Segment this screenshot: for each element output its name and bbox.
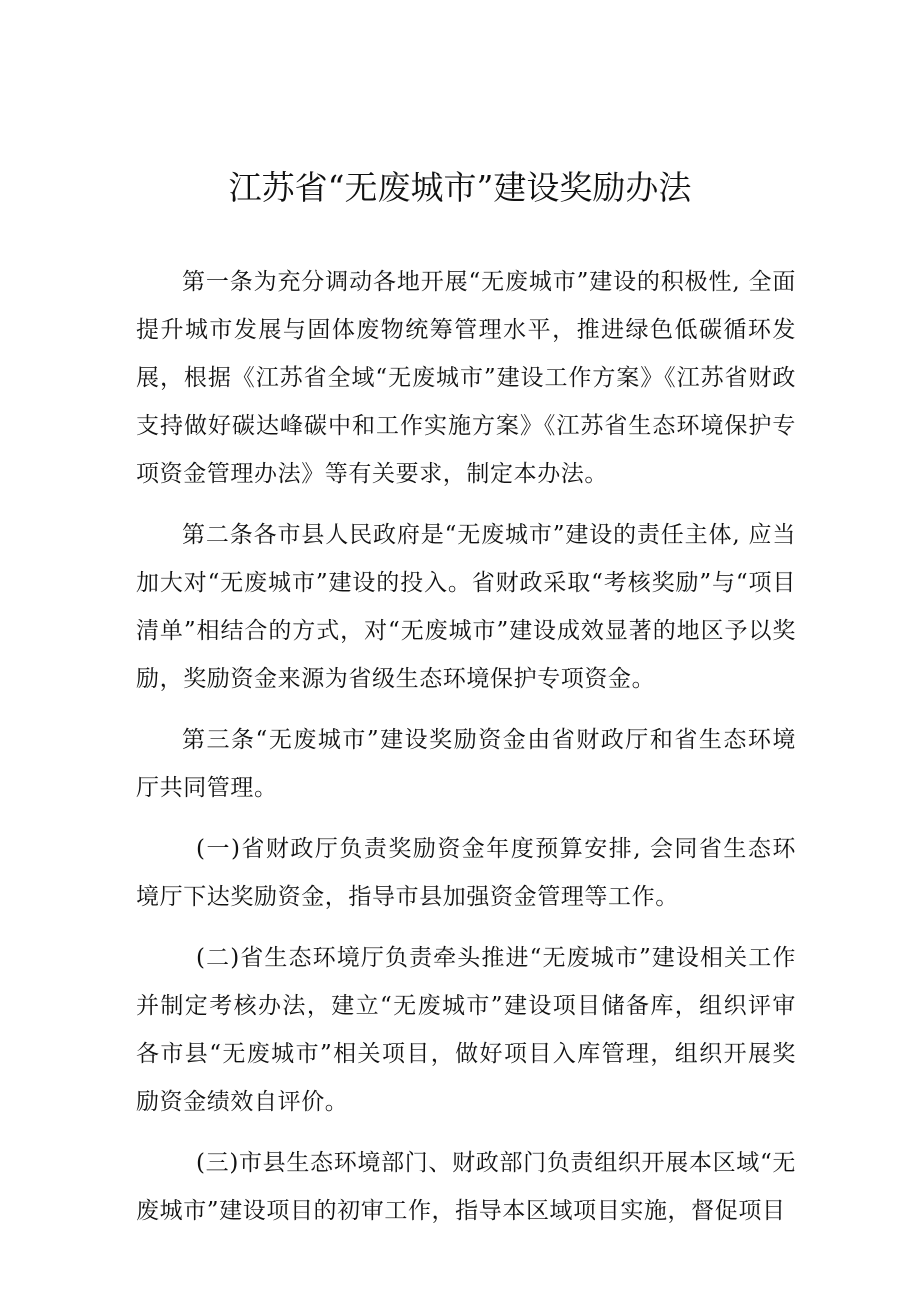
article-3-item-2: (二)省生态环境厅负责牵头推进“无废城市”建设相关工作并制定考核办法，建立“无废城市”建设项目储备库，组织评审各市县“无废城市”相关项目，做好项目入库管理，组织开展奖励资金绩效自评价。 [136,945,796,1115]
article-3-item-1: (一)省财政厅负责奖励资金年度预算安排, 会同省生态环境厅下达奖励资金，指导市县加强资金管理等工作。 [136,836,796,910]
document-body [136,258,796,1248]
article-2-paragraph: 第二条各市县人民政府是“无废城市”建设的责任主体, 应当加大对“无废城市”建设的投入。省财政采取“考核奖励”与“项目清单”相结合的方式，对“无废城市”建设成效显著的地区予以奖励，奖励资金来源为省级生态环境保护专项资金。 [136,522,796,692]
article-1-paragraph: 第一条为充分调动各地开展“无废城市”建设的积极性, 全面提升城市发展与固体废物统筹管理水平，推进绿色低碳循环发展，根据《江苏省全域“无废城市”建设工作方案》《江苏省财政支持做好碳达峰碳中和工作实施方案》《江苏省生态环境保护专项资金管理办法》等有关要求，制定本办法。 [136,269,796,487]
document-title: 江苏省“无废城市”建设奖励办法 [228,168,692,207]
article-3-paragraph: 第三条“无废城市”建设奖励资金由省财政厅和省生态环境厅共同管理。 [136,727,796,801]
article-3-item-3: (三)市县生态环境部门、财政部门负责组织开展本区域“无废城市”建设项目的初审工作，指导本区域项目实施，督促项目 [136,1150,796,1224]
